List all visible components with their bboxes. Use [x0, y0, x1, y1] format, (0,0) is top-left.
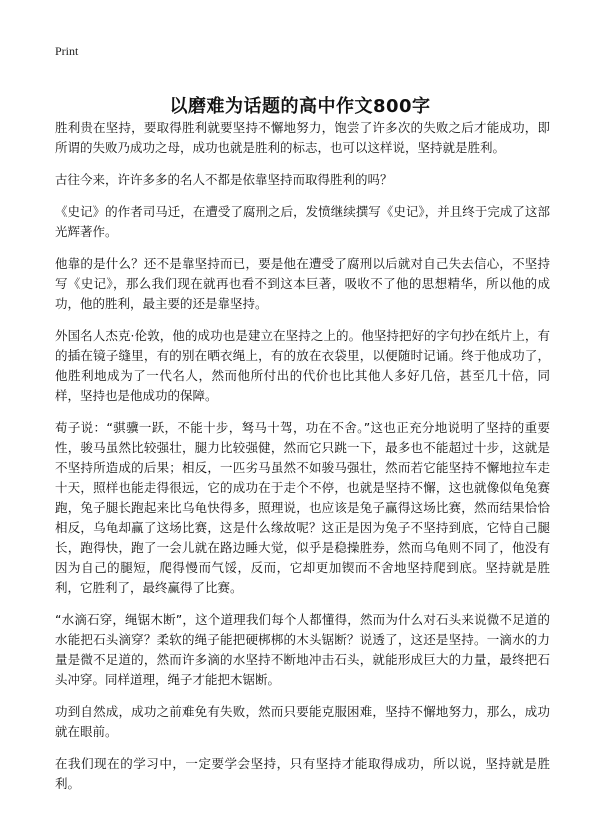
- paragraph-8: 功到自然成，成功之前难免有失败，然而只要能克服困难，坚持不懈地努力，那么，成功就在眼前。: [55, 704, 550, 739]
- print-link[interactable]: Print: [55, 44, 79, 58]
- paragraph-4: 他靠的是什么？还不是靠坚持而已，要是他在遭受了腐刑以后就对自己失去信心，不坚持写《史记》，那么我们现在就再也看不到这本巨著，吸收不了他的思想精华，所以他的成功，他的胜利，最主要的还是靠坚持。: [55, 256, 550, 311]
- article-body: [55, 118, 550, 806]
- paragraph-3: 《史记》的作者司马迁，在遭受了腐刑之后，发愤继续撰写《史记》，并且终于完成了这部光辉著作。: [55, 204, 550, 239]
- paragraph-5: 外国名人杰克·伦敦，他的成功也是建立在坚持之上的。他坚持把好的字句抄在纸片上，有的插在镜子缝里，有的别在晒衣绳上，有的放在衣袋里，以便随时记诵。终于他成功了，他胜利地成为了一代名人，然而他所付出的代价也比其他人多好几倍，甚至几十倍，同样，坚持也是他成功的保障。: [55, 328, 550, 403]
- paragraph-9: 在我们现在的学习中，一定要学会坚持，只有坚持才能取得成功，所以说，坚持就是胜利。: [55, 756, 550, 791]
- paragraph-2: 古往今来，许许多多的名人不都是依靠坚持而取得胜利的吗？: [55, 172, 393, 187]
- paragraph-6: 荀子说：“骐骥一跃，不能十步，驽马十驾，功在不舍。”这也正充分地说明了坚持的重要性，骏马虽然比较强壮，腿力比较强健，然而它只跳一下，最多也不能超过十步，这就是不坚持所造成的后果；相反，一匹劣马虽然不如骏马强壮，然而若它能坚持不懈地拉车走十天，照样也能走得很远，它的成功在于走个不停，也就是坚持不懈，这也就像似龟兔赛跑，兔子腿长跑起来比乌龟快得多，照理说，也应该是兔子赢得这场比赛，然而结果恰恰相反，乌龟却赢了这场比赛，这是什么缘故呢？这正是因为兔子不坚持到底，它恃自己腿长，跑得快，跑了一会儿就在路边睡大觉，似乎是稳操胜券，然而乌龟则不同了，他没有因为自己的腿短，爬得慢而气馁，反而，它却更加锲而不舍地坚持爬到底。坚持就是胜利，它胜利了，最终赢得了比赛。: [55, 420, 550, 595]
- paragraph-7: “水滴石穿，绳锯木断”，这个道理我们每个人都懂得，然而为什么对石头来说微不足道的水能把石头滴穿？柔软的绳子能把硬梆梆的木头锯断？说透了，这还是坚持。一滴水的力量是微不足道的，然而许多滴的水坚持不断地冲击石头，就能形成巨大的力量，最终把石头冲穿。同样道理，绳子才能把木锯断。: [55, 612, 550, 687]
- paragraph-1: 胜利贵在坚持，要取得胜利就要坚持不懈地努力，饱尝了许多次的失败之后才能成功，即所谓的失败乃成功之母，成功也就是胜利的标志，也可以这样说，坚持就是胜利。: [55, 120, 550, 155]
- article-title: 以磨难为话题的高中作文800字: [169, 96, 431, 118]
